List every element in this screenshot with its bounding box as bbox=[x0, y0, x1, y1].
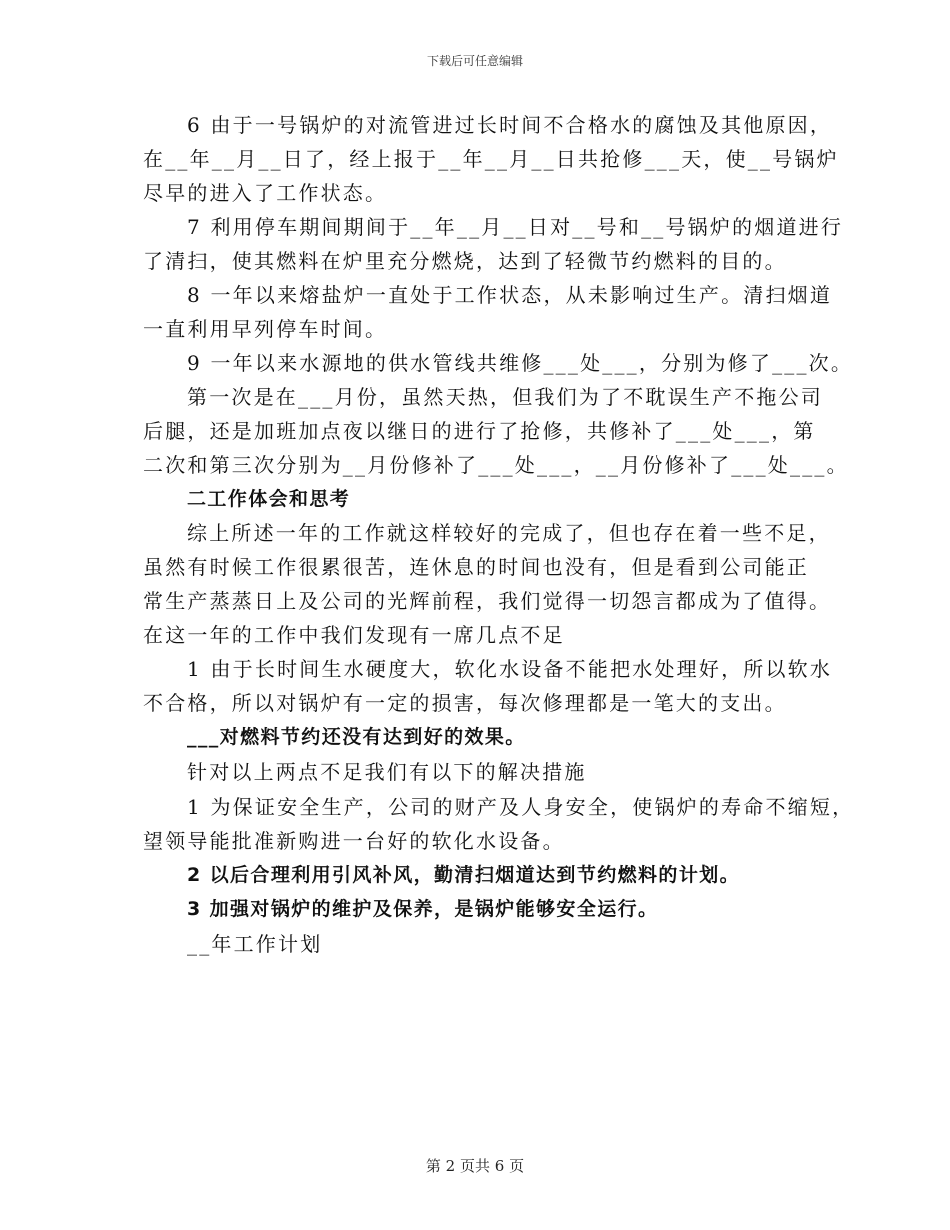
paragraph-line: 尽早的进入了工作状态。 bbox=[143, 181, 388, 205]
page-header: 下载后可任意编辑 bbox=[426, 54, 523, 68]
paragraph-line: 虽然有时候工作很累很苦，连休息的时间也没有，但是看到公司能正 bbox=[143, 555, 809, 579]
paragraph-line: 一直利用早列停车时间。 bbox=[143, 317, 388, 341]
bold-paragraph-line: 2 以后合理利用引风补风，勤清扫烟道达到节约燃料的计划。 bbox=[187, 863, 741, 886]
paragraph-line: 后腿，还是加班加点夜以继日的进行了抢修，共修补了___处___，第 bbox=[143, 419, 816, 443]
paragraph-line: 7 利用停车期间期间于__年__月__日对__号和__号锅炉的烟道进行 bbox=[187, 215, 844, 239]
paragraph-line: 了清扫，使其燃料在炉里充分燃烧，达到了轻微节约燃料的目的。 bbox=[143, 249, 787, 273]
paragraph-line: 6 由于一号锅炉的对流管进过长时间不合格水的腐蚀及其他原因， bbox=[187, 113, 833, 137]
paragraph-line: 针对以上两点不足我们有以下的解决措施 bbox=[187, 759, 587, 784]
paragraph-line: 8 一年以来熔盐炉一直处于工作状态，从未影响过生产。清扫烟道 bbox=[187, 283, 833, 307]
paragraph-line: 常生产蒸蒸日上及公司的光辉前程，我们觉得一切怨言都成为了值得。 bbox=[143, 589, 832, 613]
paragraph-line: 9 一年以来水源地的供水管线共维修___处___，分别为修了___次。 bbox=[187, 351, 854, 375]
paragraph-line: __年工作计划 bbox=[187, 932, 323, 957]
paragraph-line: 1 为保证安全生产，公司的财产及人身安全，使锅炉的寿命不缩短， bbox=[187, 794, 855, 819]
paragraph-line: 1 由于长时间生水硬度大，软化水设备不能把水处理好，所以软水 bbox=[187, 657, 833, 681]
document-body bbox=[143, 108, 855, 962]
paragraph-line: 综上所述一年的工作就这样较好的完成了，但也存在着一些不足， bbox=[187, 521, 831, 545]
bold-paragraph-line: ___对燃料节约还没有达到好的效果。 bbox=[187, 726, 526, 748]
paragraph-line: 第一次是在___月份，虽然天热，但我们为了不耽误生产不拖公司 bbox=[187, 385, 823, 409]
paragraph-line: 二次和第三次分别为__月份修补了___处___，__月份修补了___处___。 bbox=[143, 453, 849, 477]
section-heading: 二工作体会和思考 bbox=[187, 488, 351, 510]
paragraph-line: 望领导能批准新购进一台好的软化水设备。 bbox=[143, 828, 565, 853]
bold-paragraph-line: 3 加强对锅炉的维护及保养，是锅炉能够安全运行。 bbox=[187, 898, 659, 921]
page-number: 第 2 页共 6 页 bbox=[425, 1157, 525, 1175]
paragraph-line: 在这一年的工作中我们发现有一席几点不足 bbox=[143, 623, 565, 647]
paragraph-line: 在__年__月__日了，经上报于__年__月__日共抢修___天，使__号锅炉 bbox=[143, 147, 839, 171]
paragraph-line: 不合格，所以对锅炉有一定的损害，每次修理都是一笔大的支出。 bbox=[143, 691, 787, 715]
